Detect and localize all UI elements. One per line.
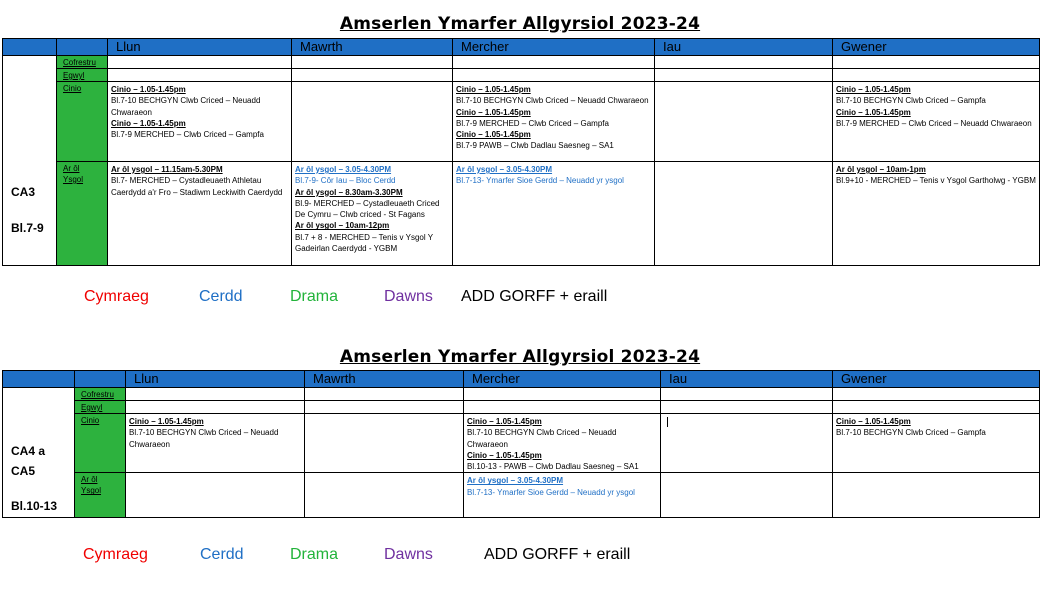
cell-ar-ol-gwener [833, 473, 1040, 518]
header-day-mercher: Mercher [453, 39, 655, 56]
cell-ar-ol-iau [655, 162, 833, 266]
header-day-iau: Iau [655, 39, 833, 56]
activity-detail: Bl.7-9 MERCHED – Clwb Criced – Gampfa [111, 130, 264, 140]
year-group-cell [3, 388, 75, 518]
row-label-cinio: Cinio [75, 414, 126, 473]
row-label-egwyl: Egwyl [57, 69, 108, 82]
activity-heading: Cinio – 1.05-1.45pm [467, 450, 542, 460]
activity-heading: Ar ôl ysgol – 8.30am-3.30PM [295, 187, 403, 197]
activity-detail: Bl.7-13- Ymarfer Sioe Gerdd – Neuadd yr ysgol [456, 176, 624, 186]
activity-heading: Ar ôl ysgol – 3.05-4.30PM [467, 476, 564, 486]
cell-ar-ol-mercher [453, 162, 655, 266]
activity-heading: Cinio – 1.05-1.45pm [836, 107, 911, 117]
cell-ar-ol-llun [126, 473, 305, 518]
cell-cinio-llun [126, 414, 305, 473]
activity-heading: Ar ôl ysgol – 3.05-4.30PM [456, 165, 553, 174]
activity-detail: Bl.7-13- Ymarfer Sioe Gerdd – Neuadd yr ysgol [467, 487, 635, 497]
activity-heading: Cinio – 1.05-1.45pm [129, 417, 204, 426]
legend-add-gorff: ADD GORFF + eraill [484, 546, 631, 563]
row-label-cofrestru: Cofrestru [57, 56, 108, 69]
activity-heading: Ar ôl ysgol – 3.05-4.30PM [295, 165, 392, 174]
cell-ar-ol-gwener [833, 162, 1040, 266]
timetable-title-ca3: Amserlen Ymarfer Allgyrsiol 2023-24 [339, 14, 701, 34]
legend-cerdd: Cerdd [199, 288, 243, 305]
legend-dawns: Dawns [384, 546, 433, 563]
activity-detail: Bl.7-9 PAWB – Clwb Dadlau Saesneg – SA1 [456, 141, 614, 151]
activity-detail: Bl.7-10 BECHGYN Clwb Criced – Gampfa [836, 428, 986, 438]
activity-detail: Bl.9+10 - MERCHED – Tenis v Ysgol Gartholwg - YGBM [836, 176, 1036, 186]
year-group-label: CA4 a [11, 444, 46, 458]
header-day-iau: Iau [661, 371, 833, 388]
activity-detail: Bl.9- MERCHED – Cystadleuaeth Criced De Cymru – Clwb criced - St Fagans [295, 198, 440, 220]
activity-detail: Bl.7-9 MERCHED – Clwb Criced – Neuadd Chwaraeon [836, 118, 1032, 128]
activity-heading: Cinio – 1.05-1.45pm [456, 85, 531, 94]
cell-cinio-mercher [453, 82, 655, 162]
activity-detail: Bl.7-10 BECHGYN Clwb Criced – Neuadd Chwaraeon [111, 96, 261, 117]
header-day-llun: Llun [126, 371, 305, 388]
activity-heading: Cinio – 1.05-1.45pm [111, 85, 186, 94]
cell-cinio-iau[interactable] [661, 414, 833, 473]
year-group-label: Bl.7-9 [11, 221, 44, 235]
activity-detail: Bl.7 + 8 - MERCHED – Tenis v Ysgol Y Gadeirlan Caerdydd - YGBM [295, 232, 433, 254]
row-label-cofrestru: Cofrestru [75, 388, 126, 401]
header-day-gwener: Gwener [833, 371, 1040, 388]
legend-dawns: Dawns [384, 288, 433, 305]
row-label-ar-ol-ysgol: Ar ôl Ysgol [57, 162, 108, 266]
legend-add-gorff: ADD GORFF + eraill [461, 288, 608, 305]
activity-heading: Cinio – 1.05-1.45pm [456, 130, 531, 140]
cell-cinio-gwener [833, 82, 1040, 162]
cell-cinio-mercher [464, 414, 661, 473]
activity-heading: Ar ôl ysgol – 11.15am-5.30PM [111, 165, 223, 174]
timetable-ca4-ca5 [2, 370, 1040, 518]
legend-cymraeg: Cymraeg [83, 546, 148, 563]
activity-heading: Ar ôl ysgol – 10am-12pm [295, 221, 390, 231]
activity-heading: Cinio – 1.05-1.45pm [111, 118, 186, 128]
header-day-gwener: Gwener [833, 39, 1040, 56]
header-corner [57, 39, 108, 56]
activity-detail: Bl.7-10 BECHGYN Clwb Criced – Gampfa [836, 96, 986, 106]
row-label-ar-ol-ysgol: Ar ôl Ysgol [75, 473, 126, 518]
cell-cinio-llun [108, 82, 292, 162]
activity-detail: Bl.10-13 - PAWB – Clwb Dadlau Saesneg – SA1 [467, 462, 639, 472]
row-label-cinio: Cinio [57, 82, 108, 162]
cell-ar-ol-mawrth [292, 162, 453, 266]
year-group-label: CA3 [11, 185, 36, 199]
cell-cinio-gwener [833, 414, 1040, 473]
year-group-label: CA5 [11, 464, 36, 478]
header-day-mawrth: Mawrth [305, 371, 464, 388]
cell-ar-ol-mawrth [305, 473, 464, 518]
legend-cerdd: Cerdd [200, 546, 244, 563]
activity-heading: Ar ôl ysgol – 10am-1pm [836, 165, 926, 174]
activity-heading: Cinio – 1.05-1.45pm [836, 85, 911, 94]
header-day-mercher: Mercher [464, 371, 661, 388]
cell-ar-ol-llun [108, 162, 292, 266]
activity-detail: Bl.7-10 BECHGYN Clwb Criced – Neuadd Chwaraeon [467, 428, 617, 449]
row-label-egwyl: Egwyl [75, 401, 126, 414]
activity-detail: Bl.7-10 BECHGYN Clwb Criced – Neuadd Chwaraeon [456, 96, 649, 106]
legend-cymraeg: Cymraeg [84, 288, 149, 305]
header-corner [3, 371, 75, 388]
cell-ar-ol-mercher [464, 473, 661, 518]
activity-heading: Cinio – 1.05-1.45pm [467, 417, 542, 426]
timetable-title-ca4-ca5: Amserlen Ymarfer Allgyrsiol 2023-24 [339, 347, 701, 367]
cell-cinio-mawrth [292, 82, 453, 162]
year-group-label: Bl.10-13 [11, 499, 58, 513]
header-day-llun: Llun [108, 39, 292, 56]
year-group-cell [3, 56, 57, 266]
legend-drama: Drama [290, 546, 339, 563]
header-corner [75, 371, 126, 388]
activity-detail: Bl.7-9 MERCHED – Clwb Criced – Gampfa [456, 118, 609, 128]
timetable-ca3 [2, 38, 1040, 266]
activity-detail: Bl.7-9- Côr Iau – Bloc Cerdd [295, 176, 396, 186]
activity-detail: Bl.7- MERCHED – Cystadleuaeth Athletau Caerdydd a'r Fro – Stadiwm Leckiwith Caerdydd [111, 176, 283, 197]
text-cursor [667, 417, 668, 427]
legend-drama: Drama [290, 288, 339, 305]
header-day-mawrth: Mawrth [292, 39, 453, 56]
activity-heading: Cinio – 1.05-1.45pm [456, 107, 531, 117]
cell-cinio-iau [655, 82, 833, 162]
cell-cinio-mawrth [305, 414, 464, 473]
header-corner [3, 39, 57, 56]
activity-heading: Cinio – 1.05-1.45pm [836, 417, 911, 426]
activity-detail: Bl.7-10 BECHGYN Clwb Criced – Neuadd Chwaraeon [129, 428, 279, 449]
cell-ar-ol-iau [661, 473, 833, 518]
